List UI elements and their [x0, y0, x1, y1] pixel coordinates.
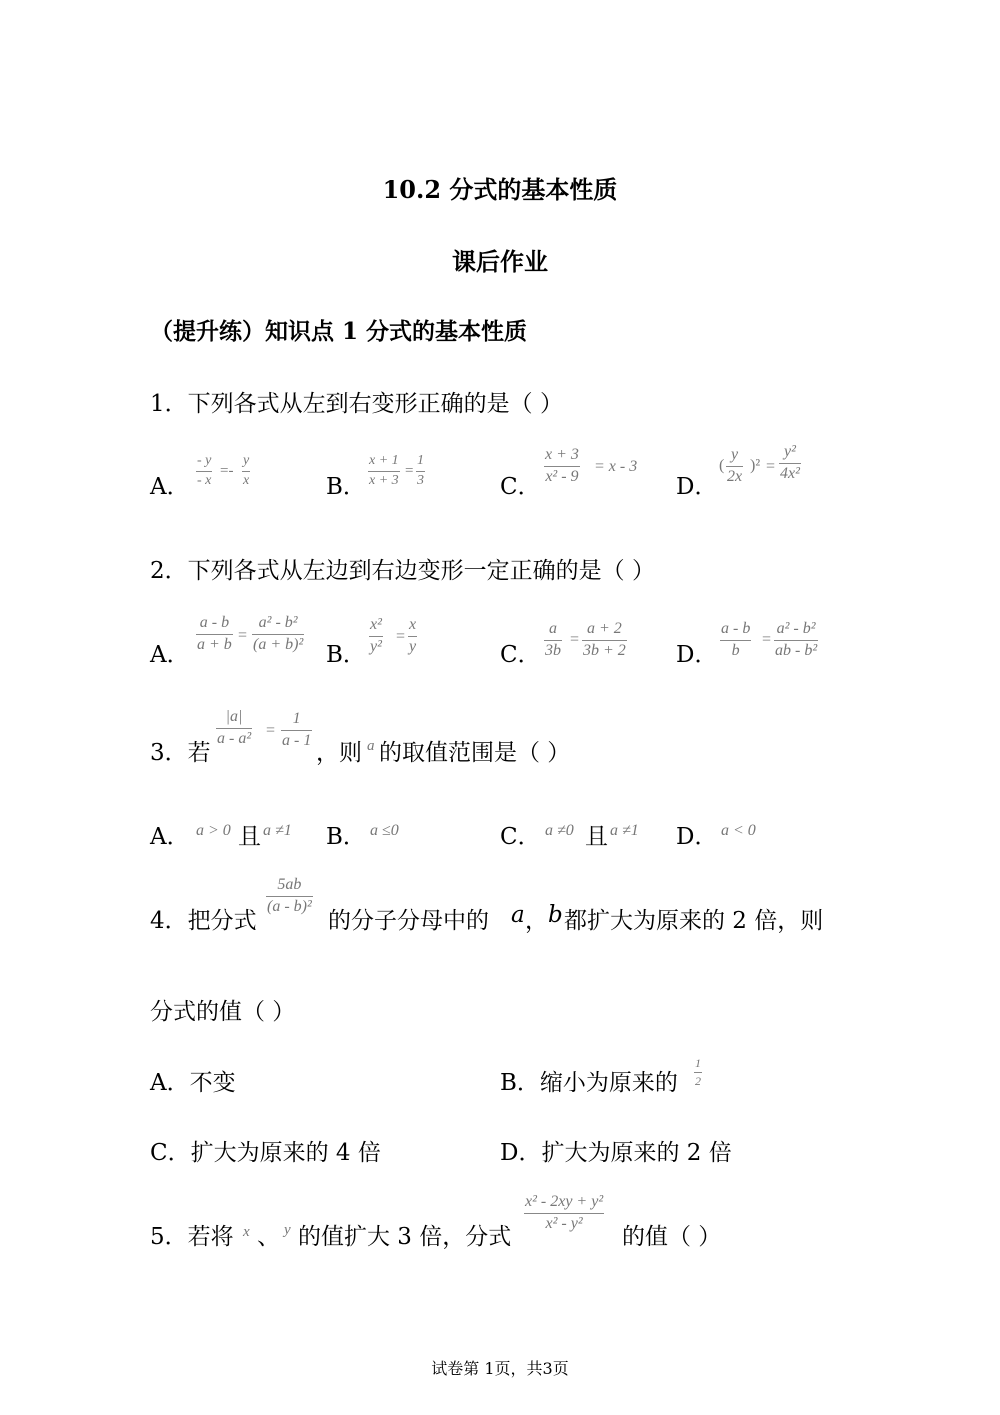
inequality: a > 0 [196, 822, 231, 839]
comma: ， [525, 908, 548, 934]
fraction: 1 3 [417, 453, 424, 488]
conjunction: 且 [585, 824, 608, 850]
expression: = x - 3 [594, 458, 638, 475]
option-label: A． [150, 824, 190, 850]
equals-sign: = [570, 631, 580, 648]
inequality: a ≠1 [263, 822, 292, 839]
paren: ( [719, 457, 725, 474]
question-stem-suffix: 都扩大为原来的 2 倍，则 [564, 908, 824, 934]
question-stem-suffix: 的值（ ） [622, 1224, 722, 1250]
option-label: C． [500, 824, 541, 850]
fraction: 1 2 [695, 1056, 701, 1088]
inequality: a ≠0 [545, 822, 574, 839]
variable-y: y [284, 1222, 291, 1238]
page-subtitle: 课后作业 [452, 247, 548, 276]
equals-sign: = [405, 463, 414, 479]
inequality: a < 0 [721, 822, 756, 839]
equals-sign: = [238, 627, 248, 644]
question-stem-prefix: 4．把分式 [150, 908, 257, 934]
section-heading: （提升练）知识点 1 分式的基本性质 [150, 318, 528, 345]
fraction: y x [243, 453, 250, 488]
page-title: 10.2 分式的基本性质 [382, 175, 618, 204]
fraction: |a| a - a² [217, 708, 252, 747]
fraction: a - b a + b [197, 614, 232, 653]
question-stem: 1．下列各式从左到右变形正确的是（ ） [150, 391, 563, 417]
option-label: C． [500, 642, 541, 668]
fraction: a 3b [545, 620, 561, 659]
option-label: B． [326, 824, 366, 850]
option-label: D． [676, 474, 718, 500]
fraction: x + 3 x² - 9 [545, 446, 579, 485]
option-label: B． [326, 474, 366, 500]
option-b: B．缩小为原来的 [500, 1070, 678, 1096]
option-a: A．不变 [150, 1070, 236, 1096]
question-stem: 2．下列各式从左边到右边变形一定正确的是（ ） [150, 558, 655, 584]
fraction: x y [409, 616, 417, 655]
equals-sign: = [396, 628, 406, 645]
fraction: x² y² [370, 616, 382, 655]
fraction: a - b b [721, 620, 751, 659]
fraction: a + 2 3b + 2 [583, 620, 626, 659]
option-label: B． [326, 642, 366, 668]
variable-x: x [243, 1224, 250, 1240]
option-label: D． [676, 642, 718, 668]
option-label: C． [500, 474, 541, 500]
question-stem-prefix: 5．若将 [150, 1224, 234, 1250]
option-d: D．扩大为原来的 2 倍 [500, 1140, 732, 1166]
fraction: a² - b² (a + b)² [253, 614, 304, 653]
fraction: - y - x [197, 453, 212, 488]
fraction: a² - b² ab - b² [775, 620, 818, 659]
question-stem-mid: 的值扩大 3 倍，分式 [298, 1224, 512, 1250]
variable: a [367, 738, 375, 754]
page-footer: 试卷第 1页，共3页 [431, 1359, 569, 1378]
separator: 、 [257, 1224, 280, 1250]
question-stem-suffix: 的取值范围是（ ） [379, 740, 571, 766]
option-c: C．扩大为原来的 4 倍 [150, 1140, 381, 1166]
variable-a: a [511, 902, 525, 928]
equals-sign: = [762, 631, 772, 648]
variable-b: b [548, 902, 563, 928]
question-stem-prefix: 3．若 [150, 740, 211, 766]
fraction: 5ab (a - b)² [267, 876, 312, 915]
inequality: a ≠1 [610, 822, 639, 839]
fraction: y² 4x² [780, 443, 800, 482]
paren: )² [750, 457, 761, 474]
fraction: 1 a - 1 [282, 710, 312, 749]
inequality: a ≤0 [370, 822, 399, 839]
equals-sign: = [266, 722, 276, 739]
conjunction: 且 [238, 824, 261, 850]
equals-sign: = [766, 458, 776, 475]
option-label: A． [150, 642, 190, 668]
fraction: x + 1 x + 3 [369, 453, 399, 488]
option-label: D． [676, 824, 718, 850]
question-stem-mid: 的分子分母中的 [328, 908, 489, 934]
fraction: x² - 2xy + y² x² - y² [525, 1193, 604, 1232]
equals-sign: =- [220, 463, 234, 479]
option-label: A． [150, 474, 190, 500]
fraction: y 2x [727, 446, 743, 485]
question-stem-mid: ，则 [316, 740, 362, 766]
question-stem-line2: 分式的值（ ） [150, 999, 296, 1025]
